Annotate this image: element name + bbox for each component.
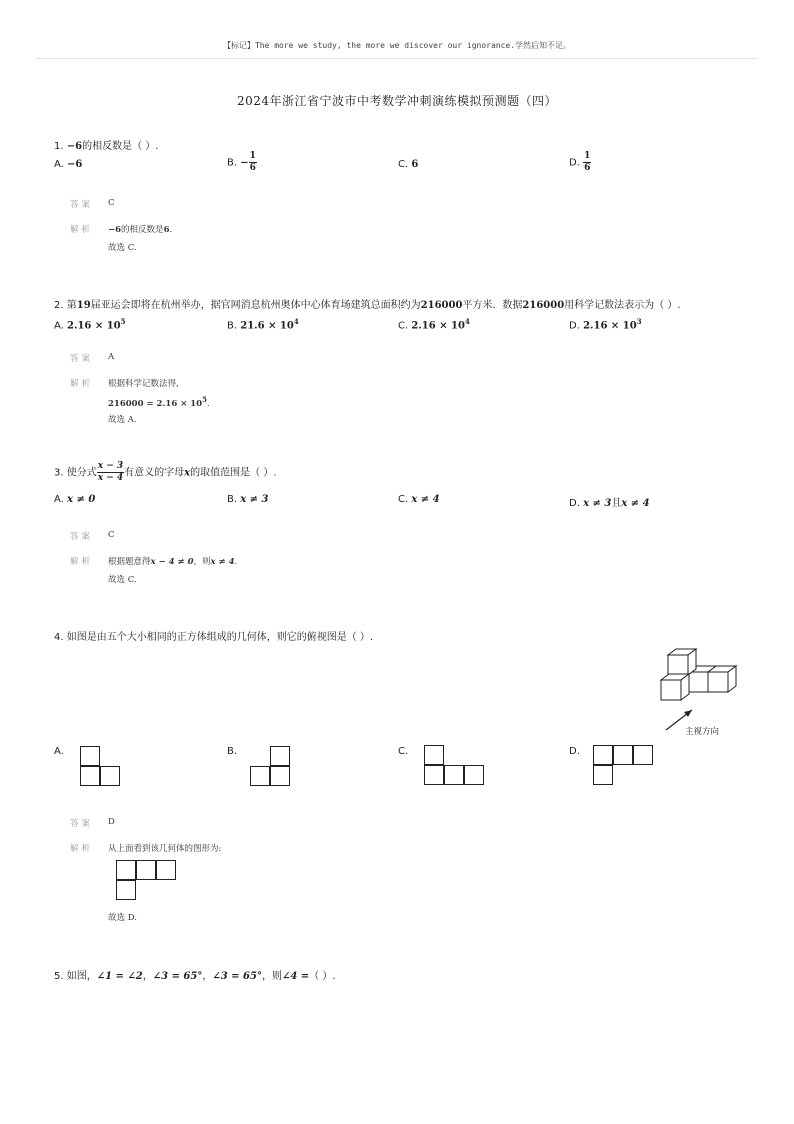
q2-option-d[interactable] xyxy=(569,317,642,331)
analysis-label: 解析 xyxy=(70,557,94,567)
option-fraction xyxy=(249,152,257,173)
option-exponent: 4 xyxy=(464,317,470,326)
grid-cell xyxy=(270,766,290,786)
q3-analysis-line1 xyxy=(108,555,237,567)
stem-math: −6 xyxy=(66,141,83,152)
analysis-math: −6 xyxy=(108,225,122,235)
option-value: x ≠ 0 xyxy=(67,494,96,505)
q3-option-c[interactable] xyxy=(398,494,440,505)
stem-math: 19 xyxy=(76,300,91,311)
option-fraction xyxy=(583,152,591,173)
question-number: 3. xyxy=(54,467,64,479)
stem-text: （ ）. xyxy=(309,971,336,982)
answer-label: 答案 xyxy=(70,532,94,542)
q1-option-b[interactable] xyxy=(227,152,257,173)
option-letter: A. xyxy=(54,159,64,170)
analysis-math: x ≠ 4 xyxy=(210,557,235,567)
grid-cell xyxy=(593,765,613,785)
q4-option-b-letter[interactable]: B. xyxy=(227,746,238,757)
option-letter: C. xyxy=(398,159,409,170)
option-sign: − xyxy=(240,157,249,169)
fraction-denominator: x − 4 xyxy=(97,473,124,483)
q3-analysis-line2: 故选 C. xyxy=(108,575,137,585)
grid-cell xyxy=(100,766,120,786)
q2-analysis-line2 xyxy=(108,395,210,409)
stem-text: 第 xyxy=(66,300,77,311)
answer-label: 答案 xyxy=(70,819,94,829)
analysis-text: . xyxy=(206,398,210,409)
option-value: x ≠ 3 xyxy=(583,498,612,509)
stem-fraction xyxy=(97,462,124,483)
grid-cell xyxy=(80,766,100,786)
stem-text: 有意义的字母 xyxy=(124,467,185,479)
option-base: 2.16 × 10 xyxy=(583,320,637,332)
q4-option-c-letter[interactable]: C. xyxy=(398,746,409,757)
fraction-denominator: 6 xyxy=(584,163,591,173)
q2-analysis-line1: 根据科学记数法得, xyxy=(108,379,179,389)
option-base: 21.6 × 10 xyxy=(240,320,294,332)
option-letter: B. xyxy=(227,157,238,169)
grid-cell xyxy=(116,880,136,900)
stem-math: ∠1 = ∠2 xyxy=(96,971,143,982)
stem-math: ∠3 = 65° xyxy=(212,971,262,982)
option-letter: C. xyxy=(398,494,409,505)
q2-option-a[interactable] xyxy=(54,317,126,331)
header-note: 【标记】The more we study, the more we discover our ignorance.学然后知不足。 xyxy=(222,41,572,50)
option-letter: B. xyxy=(227,494,238,505)
q1-analysis-line1 xyxy=(108,223,172,235)
question-1-stem xyxy=(54,137,158,152)
option-letter: D. xyxy=(569,320,580,332)
stem-math: 216000 xyxy=(522,300,565,311)
question-number: 2. xyxy=(54,300,64,311)
q3-answer: C xyxy=(108,530,115,540)
fraction-numerator: 1 xyxy=(249,151,256,161)
option-letter: A. xyxy=(54,494,64,505)
grid-cell xyxy=(424,765,444,785)
stem-math: ∠4 = xyxy=(281,971,310,982)
header-divider xyxy=(36,58,758,59)
q1-answer: C xyxy=(108,198,115,208)
option-letter: A. xyxy=(54,320,64,332)
analysis-math: 6 xyxy=(163,225,170,235)
stem-math: 216000 xyxy=(420,300,463,311)
question-number: 5. xyxy=(54,971,64,982)
stem-text: 届亚运会即将在杭州举办，据官网消息杭州奥体中心体育场建筑总面积约为 xyxy=(90,300,421,311)
option-value: x ≠ 4 xyxy=(411,494,440,505)
q2-answer: A xyxy=(108,352,115,362)
question-3-stem xyxy=(54,462,277,483)
stem-text: 如图是由五个大小相同的正方体组成的几何体，则它的俯视图是（ ）. xyxy=(66,632,374,643)
grid-cell xyxy=(80,746,100,766)
option-base: 2.16 × 10 xyxy=(411,320,465,332)
stem-text: 如图， xyxy=(66,971,97,982)
stem-text: ， xyxy=(202,971,213,982)
option-exponent: 5 xyxy=(120,317,126,326)
analysis-math: 216000 = 2.16 × 10 xyxy=(108,398,203,409)
grid-cell xyxy=(613,745,633,765)
analysis-text: 根据题意得 xyxy=(108,557,151,567)
option-base: 2.16 × 10 xyxy=(67,320,121,332)
option-exponent: 3 xyxy=(636,317,642,326)
stem-text: ， xyxy=(142,971,153,982)
grid-cell xyxy=(593,745,613,765)
analysis-label: 解析 xyxy=(70,225,94,235)
grid-cell xyxy=(633,745,653,765)
analysis-label: 解析 xyxy=(70,844,94,854)
view-direction-label: 主视方向 xyxy=(685,727,720,737)
question-5-stem xyxy=(54,967,336,982)
grid-cell xyxy=(116,860,136,880)
q4-analysis-line2: 故选 D. xyxy=(108,913,137,923)
q3-option-a[interactable] xyxy=(54,494,95,505)
option-value: x ≠ 3 xyxy=(240,494,269,505)
option-letter: C. xyxy=(398,320,409,332)
q3-option-d[interactable] xyxy=(569,494,650,509)
q2-analysis-line3: 故选 A. xyxy=(108,415,137,425)
q1-option-c[interactable] xyxy=(398,159,418,170)
q4-option-d-letter[interactable]: D. xyxy=(569,746,580,757)
option-value: −6 xyxy=(67,159,83,170)
option-conjunction: 且 xyxy=(611,498,622,509)
grid-cell xyxy=(424,745,444,765)
analysis-text: 的相反数是 xyxy=(121,225,164,235)
analysis-exponent: 5 xyxy=(202,395,207,404)
q2-option-c[interactable] xyxy=(398,317,470,331)
grid-cell xyxy=(136,860,156,880)
analysis-text: ，则 xyxy=(193,557,211,567)
stem-text: 用科学记数法表示为（ ）. xyxy=(564,300,681,311)
q4-option-a-letter[interactable]: A. xyxy=(54,746,64,757)
stem-text: ，则 xyxy=(261,971,282,982)
option-exponent: 4 xyxy=(293,317,299,326)
q4-answer: D xyxy=(108,817,115,827)
q4-analysis-line1: 从上面看到该几何体的图形为: xyxy=(108,844,222,854)
option-value: x ≠ 4 xyxy=(621,498,650,509)
answer-label: 答案 xyxy=(70,200,94,210)
option-value: 6 xyxy=(411,159,419,170)
q3-option-b[interactable] xyxy=(227,494,269,505)
q2-option-b[interactable] xyxy=(227,317,299,331)
stem-math: ∠3 = 65° xyxy=(152,971,203,982)
q1-option-d[interactable] xyxy=(569,152,591,173)
question-number: 1. xyxy=(54,141,64,152)
question-4-stem xyxy=(54,628,373,643)
fraction-denominator: 6 xyxy=(249,163,256,173)
analysis-label: 解析 xyxy=(70,379,94,389)
option-letter: D. xyxy=(569,157,580,169)
stem-variable: x xyxy=(184,467,191,479)
analysis-text: . xyxy=(234,557,238,567)
q1-option-a[interactable] xyxy=(54,159,82,170)
grid-cell xyxy=(464,765,484,785)
grid-cell xyxy=(270,746,290,766)
answer-label: 答案 xyxy=(70,354,94,364)
fraction-numerator: 1 xyxy=(584,151,591,161)
q1-analysis-line2: 故选 C. xyxy=(108,243,137,253)
option-letter: B. xyxy=(227,320,238,332)
question-2-stem xyxy=(54,296,681,311)
analysis-math: x − 4 ≠ 0 xyxy=(150,557,194,567)
stem-text: 平方米．数据 xyxy=(462,300,523,311)
grid-cell xyxy=(156,860,176,880)
option-letter: D. xyxy=(569,498,580,509)
grid-cell xyxy=(250,766,270,786)
stem-text: 使分式 xyxy=(66,467,97,479)
question-number: 4. xyxy=(54,632,64,643)
analysis-text: . xyxy=(169,225,173,235)
stem-text: 的相反数是（ ）. xyxy=(82,141,159,152)
fraction-numerator: x − 3 xyxy=(97,461,124,471)
page-title: 2024年浙江省宁波市中考数学冲刺演练模拟预测题（四） xyxy=(236,94,558,108)
stem-text: 的取值范围是（ ）. xyxy=(190,467,277,479)
grid-cell xyxy=(444,765,464,785)
